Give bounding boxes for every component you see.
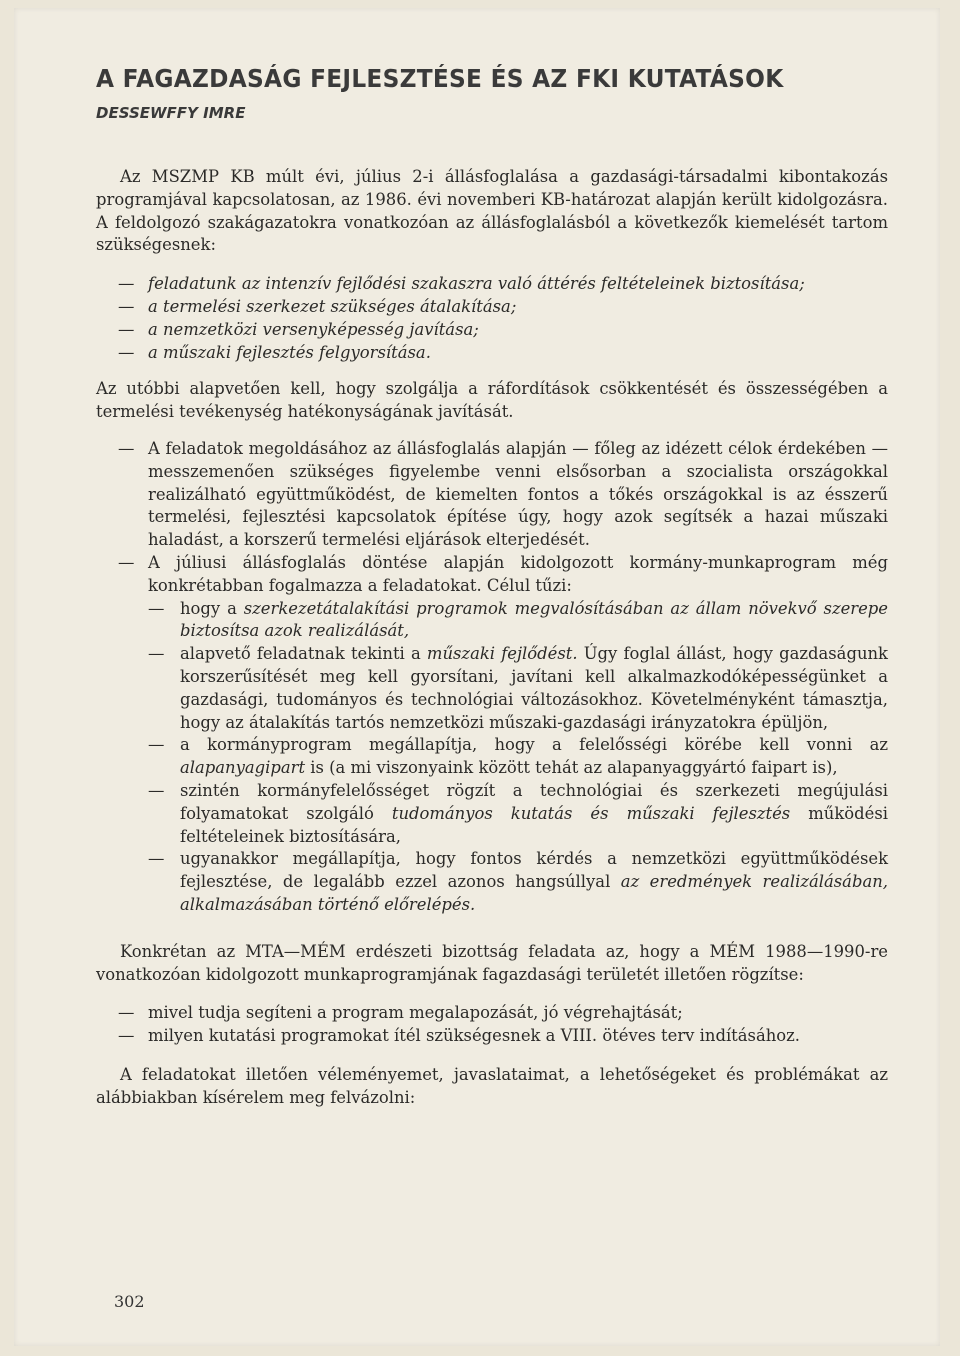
sub-item-text: ugyanakkor megállapítja, hogy fontos kérdés a nemzetközi együttműködések fejlesztése, de legalább ezzel azonos hangsúllyal [180,849,888,892]
task-list [96,273,888,364]
sub-item-text: működési feltételeinek biztosítására, [180,803,888,846]
closing-paragraph: A feladatokat illetően véleményemet, javaslataimat, a lehetőségeket és problémákat az alábbiakban kísérelem meg felvázolni: [96,1064,888,1107]
concrete-paragraph: Konkrétan az MTA—MÉM erdészeti bizottság feladata az, hogy a MÉM 1988—1990-re vonatkozóan kidolgozott munkaprogramjának fagazdasági területét illetően rögzítse: [96,941,888,984]
sub-item-2 [96,643,888,734]
point-1: — A feladatok megoldásához az állásfoglalás alapján — főleg az idézett célok érdekében — messzemenően szükséges figyelembe venni elsősorban a szocialista országokkal realizálható együttműködést, de kiemelten fontos a tőkés országokkal is az ésszerű termelési, fejlesztési kapcsolatok építése úgy, hogy azok segítsék a hazai műszaki haladást, a korszerű termelési eljárások elterjedését. [96,438,888,552]
latter-paragraph: Az utóbbi alapvetően kell, hogy szolgálja a ráfordítások csökkentését és összességében a termelési tevékenység hatékonyságának javítását. [96,379,888,422]
sub-item-5 [96,848,888,916]
sub-item-emphasis: szerkezetátalakítási programok megvalósításában az állam növekvő szerepe biztosítsa azok realizálását, [180,598,889,641]
sub-item-3 [96,734,888,780]
task-item: — a műszaki fejlesztés felgyorsítása. [96,342,888,365]
article-title: A FAGAZDASÁG FEJLESZTÉSE ÉS AZ FKI KUTATÁSOK [96,64,784,93]
sub-item-text: is (a mi viszonyaink között tehát az alapanyaggyártó faipart is), [305,758,838,778]
task-item: — a termelési szerkezet szükséges átalakítása; [96,296,888,319]
article [96,64,888,1109]
question-item: — mivel tudja segíteni a program megalapozását, jó végrehajtását; [96,1002,888,1025]
sub-item-emphasis: tudományos kutatás és műszaki fejlesztés [391,803,791,823]
sub-item-text: szintén kormányfelelősséget rögzít a technológiai és szerkezeti megújulási folyamatokat szolgáló [180,780,888,823]
sub-item-emphasis: az eredmények realizálásában, alkalmazásában történő előrelépés. [180,872,888,914]
sub-item-1 [96,598,888,644]
page-number: 302 [114,1292,145,1311]
intro-paragraph: Az MSZMP KB múlt évi, július 2-i állásfoglalása a gazdasági-társadalmi kibontakozás programjával kapcsolatosan, az 1986. évi novemberi KB-határozat alapján került kidolgozásra. A feldolgozó szakágazatokra vonatkozóan az állásfoglalásból a következők kiemelését tartom szükségesnek: [96,167,888,255]
question-item: — milyen kutatási programokat ítél szükségesnek a VIII. ötéves terv indításához. [96,1025,888,1048]
sub-item-text: a kormányprogram megállapítja, hogy a felelősségi körébe kell vonni az [180,735,888,755]
task-item: — feladatunk az intenzív fejlődési szakaszra való áttérés feltételeinek biztosítása; [96,273,888,296]
sub-item-text: hogy a [180,598,244,618]
point-2: — A júliusi állásfoglalás döntése alapján kidolgozott kormány-munkaprogram még konkrétabban fogalmazza a feladatokat. Célul tűzi: [96,552,888,598]
sub-item-4 [96,780,888,848]
article-body [96,166,888,1109]
author-name: DESSEWFFY IMRE [96,104,246,122]
sub-item-text: Úgy foglal állást, hogy gazdaságunk korszerűsítését meg kell gyorsítani, javítani kell alkalmazkodóképességünket a gazdasági, tudományos és technológiai változásokhoz. Követelményként támasztja, hogy az átalakítás tartós nemzetközi műszaki-gazdasági irányzatokra épüljön, [180,644,888,732]
sub-item-emphasis: műszaki fejlődést. [426,644,578,664]
task-item: — a nemzetközi versenyképesség javítása; [96,319,888,342]
sub-item-text: alapvető feladatnak tekinti a [180,644,427,664]
sub-item-emphasis: alapanyagipart [180,758,306,778]
document-page [14,8,940,1346]
question-list [96,1002,888,1048]
